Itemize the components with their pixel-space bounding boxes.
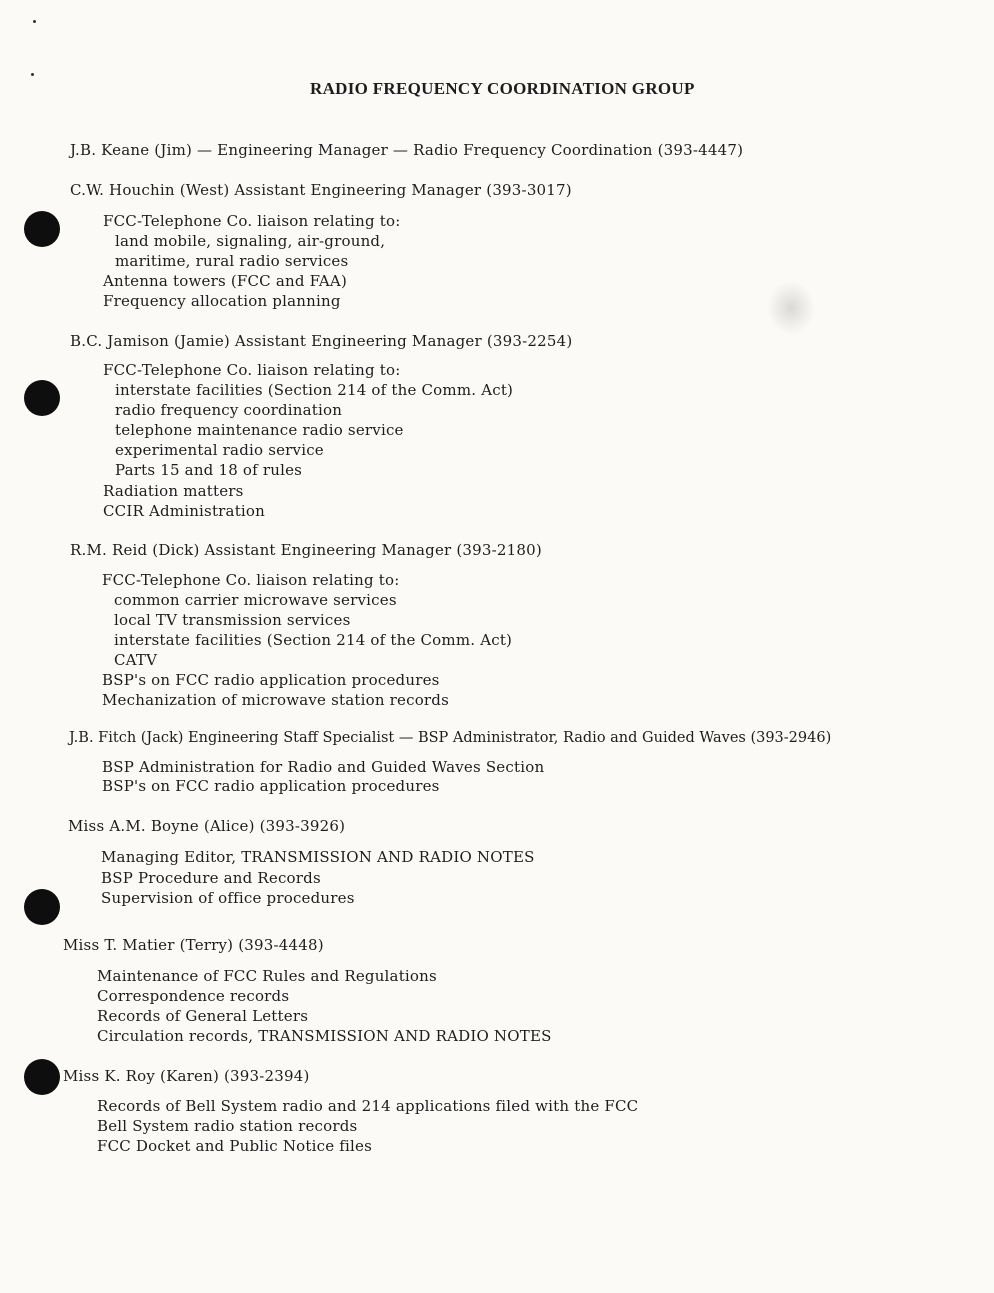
person-header: R.M. Reid (Dick) Assistant Engineering Manager (393-2180) (70, 541, 542, 559)
duty-item: Circulation records, TRANSMISSION AND RADIO NOTES (97, 1027, 552, 1045)
duty-subitem: land mobile, signaling, air-ground, (115, 232, 386, 250)
duty-subitem: radio frequency coordination (115, 401, 343, 419)
duty-item: BSP's on FCC radio application procedures (102, 777, 440, 795)
duty-subitem: Parts 15 and 18 of rules (115, 461, 303, 479)
duty-subitem: maritime, rural radio services (115, 252, 349, 270)
duty-item: FCC-Telephone Co. liaison relating to: (103, 361, 401, 379)
duty-subitem: common carrier microwave services (114, 591, 397, 609)
duty-item: Supervision of office procedures (101, 889, 355, 907)
duty-item: CCIR Administration (103, 502, 266, 520)
duty-item: FCC Docket and Public Notice files (97, 1137, 372, 1155)
duty-item: BSP's on FCC radio application procedures (102, 671, 440, 689)
paper-speck (31, 73, 34, 76)
person-header: Miss T. Matier (Terry) (393-4448) (63, 936, 324, 954)
duty-item: BSP Administration for Radio and Guided Waves Section (102, 758, 545, 776)
punch-hole (24, 380, 60, 416)
duty-subitem: CATV (114, 651, 158, 669)
person-header: Miss K. Roy (Karen) (393-2394) (63, 1067, 310, 1085)
duty-subitem: experimental radio service (115, 441, 324, 459)
punch-hole (24, 1059, 60, 1095)
person-header: J.B. Keane (Jim) — Engineering Manager — Radio Frequency Coordination (393-4447) (70, 141, 744, 159)
duty-item: Mechanization of microwave station records (102, 691, 450, 709)
punch-hole (24, 211, 60, 247)
page-title: RADIO FREQUENCY COORDINATION GROUP (310, 79, 695, 98)
person-header: Miss A.M. Boyne (Alice) (393-3926) (68, 817, 346, 835)
person-header: C.W. Houchin (West) Assistant Engineering Manager (393-3017) (70, 181, 572, 199)
duty-item: Antenna towers (FCC and FAA) (103, 272, 348, 290)
punch-hole (24, 889, 60, 925)
duty-item: Records of General Letters (97, 1007, 309, 1025)
person-header: J.B. Fitch (Jack) Engineering Staff Specialist — BSP Administrator, Radio and Guided Waves (393-2946) (69, 730, 832, 746)
duty-subitem: telephone maintenance radio service (115, 421, 404, 439)
paper-stain (768, 282, 814, 334)
duty-subitem: interstate facilities (Section 214 of the Comm. Act) (115, 381, 514, 399)
duty-item: FCC-Telephone Co. liaison relating to: (103, 212, 401, 230)
duty-item: FCC-Telephone Co. liaison relating to: (102, 571, 400, 589)
duty-subitem: interstate facilities (Section 214 of the Comm. Act) (114, 631, 513, 649)
paper-speck (33, 20, 36, 23)
duty-item: Radiation matters (103, 482, 244, 500)
duty-item: Bell System radio station records (97, 1117, 358, 1135)
duty-item: Frequency allocation planning (103, 292, 341, 310)
duty-item: Correspondence records (97, 987, 290, 1005)
duty-item: Managing Editor, TRANSMISSION AND RADIO NOTES (101, 848, 535, 866)
duty-item: Maintenance of FCC Rules and Regulations (97, 967, 437, 985)
person-header: B.C. Jamison (Jamie) Assistant Engineering Manager (393-2254) (70, 332, 573, 350)
duty-item: Records of Bell System radio and 214 applications filed with the FCC (97, 1097, 639, 1115)
duty-subitem: local TV transmission services (114, 611, 351, 629)
duty-item: BSP Procedure and Records (101, 869, 321, 887)
